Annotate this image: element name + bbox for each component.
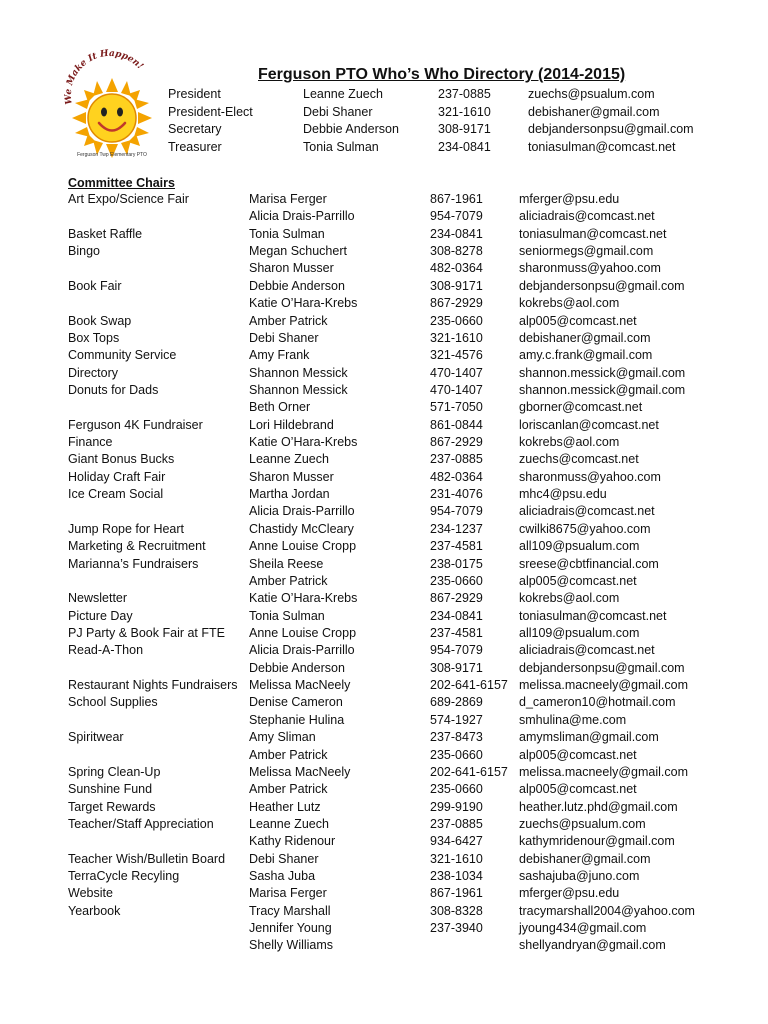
table-row bbox=[68, 921, 728, 938]
chair-phone: 299-9190 bbox=[430, 799, 483, 814]
chair-email: d_cameron10@hotmail.com bbox=[519, 695, 676, 710]
chair-phone: 321-1610 bbox=[430, 851, 483, 866]
chair-email: cwilki8675@yahoo.com bbox=[519, 521, 651, 536]
table-row bbox=[68, 435, 728, 452]
committee-name: TerraCycle Recyling bbox=[68, 869, 180, 884]
chair-phone: 202-641-6157 bbox=[430, 678, 508, 693]
chair-name: Tracy Marshall bbox=[249, 903, 331, 918]
logo-tagline: We Make It Happen! bbox=[63, 48, 145, 105]
table-row bbox=[68, 504, 728, 521]
chair-email: kokrebs@aol.com bbox=[519, 296, 620, 311]
chair-name: Marisa Ferger bbox=[249, 886, 327, 901]
chair-email: aliciadrais@comcast.net bbox=[519, 209, 655, 224]
chair-email: debishaner@gmail.com bbox=[519, 330, 651, 345]
chair-name: Sasha Juba bbox=[249, 869, 316, 884]
committee-name: Giant Bonus Bucks bbox=[68, 452, 175, 467]
chair-phone: 571-7050 bbox=[430, 400, 483, 415]
chair-phone: 954-7079 bbox=[430, 504, 483, 519]
committee-name: Ferguson 4K Fundraiser bbox=[68, 417, 203, 432]
table-row bbox=[68, 834, 728, 851]
chair-name: Sharon Musser bbox=[249, 469, 334, 484]
committee-name: Restaurant Nights Fundraisers bbox=[68, 678, 238, 693]
chair-phone: 238-1034 bbox=[430, 869, 483, 884]
chair-email: heather.lutz.phd@gmail.com bbox=[519, 799, 678, 814]
table-row bbox=[68, 661, 728, 678]
committee-chairs-list bbox=[68, 192, 728, 956]
chair-name: Alicia Drais-Parrillo bbox=[249, 643, 355, 658]
chair-phone: 321-1610 bbox=[430, 330, 483, 345]
chair-name: Sheila Reese bbox=[249, 556, 324, 571]
officer-phone: 308-9171 bbox=[438, 122, 491, 136]
chair-email: alp005@comcast.net bbox=[519, 313, 637, 328]
officer-name: Debi Shaner bbox=[303, 104, 373, 119]
table-row bbox=[68, 904, 728, 921]
chair-phone: 234-0841 bbox=[430, 226, 483, 241]
chair-phone: 867-2929 bbox=[430, 591, 483, 606]
officer-phone: 237-0885 bbox=[438, 87, 491, 101]
chair-phone: 954-7079 bbox=[430, 643, 483, 658]
chair-email: loriscanlan@comcast.net bbox=[519, 417, 659, 432]
chair-name: Amber Patrick bbox=[249, 573, 328, 588]
chair-email: sreese@cbtfinancial.com bbox=[519, 556, 659, 571]
committee-name: Marianna’s Fundraisers bbox=[68, 556, 199, 571]
chair-phone: 867-2929 bbox=[430, 296, 483, 311]
chair-email: amymsliman@gmail.com bbox=[519, 730, 659, 745]
chair-email: aliciadrais@comcast.net bbox=[519, 504, 655, 519]
chair-phone: 237-3940 bbox=[430, 921, 483, 936]
committee-name: Spring Clean-Up bbox=[68, 764, 161, 779]
table-row bbox=[68, 366, 728, 383]
chair-name: Tonia Sulman bbox=[249, 226, 325, 241]
committee-name: Art Expo/Science Fair bbox=[68, 192, 189, 206]
committee-name: Teacher/Staff Appreciation bbox=[68, 816, 214, 831]
committee-chairs-heading: Committee Chairs bbox=[68, 176, 175, 190]
officer-role: President bbox=[168, 87, 221, 101]
chair-phone: 867-2929 bbox=[430, 435, 483, 450]
chair-phone: 237-8473 bbox=[430, 730, 483, 745]
chair-name: Marisa Ferger bbox=[249, 192, 327, 206]
chair-phone: 954-7079 bbox=[430, 209, 483, 224]
committee-name: Spiritwear bbox=[68, 730, 124, 745]
officer-phone: 234-0841 bbox=[438, 139, 491, 154]
chair-name: Debi Shaner bbox=[249, 851, 319, 866]
committee-name: Jump Rope for Heart bbox=[68, 521, 185, 536]
chair-email: mferger@psu.edu bbox=[519, 192, 620, 206]
committee-name: Bingo bbox=[68, 244, 100, 259]
chair-phone: 235-0660 bbox=[430, 313, 483, 328]
chair-name: Amber Patrick bbox=[249, 782, 328, 797]
committee-name: Box Tops bbox=[68, 330, 120, 345]
chair-name: Heather Lutz bbox=[249, 799, 321, 814]
chair-phone: 238-0175 bbox=[430, 556, 483, 571]
table-row bbox=[68, 695, 728, 712]
chair-email: tracymarshall2004@yahoo.com bbox=[519, 903, 695, 918]
officer-email: debjandersonpsu@gmail.com bbox=[528, 122, 694, 136]
chair-email: debjandersonpsu@gmail.com bbox=[519, 278, 685, 293]
table-row bbox=[68, 331, 728, 348]
chair-phone: 237-4581 bbox=[430, 539, 483, 554]
chair-phone: 934-6427 bbox=[430, 834, 483, 849]
table-row bbox=[68, 314, 728, 331]
chair-email: all109@psualum.com bbox=[519, 539, 640, 554]
committee-name: Teacher Wish/Bulletin Board bbox=[68, 851, 226, 866]
chair-email: sharonmuss@yahoo.com bbox=[519, 469, 661, 484]
chair-name: Shelly Williams bbox=[249, 938, 334, 953]
chair-email: gborner@comcast.net bbox=[519, 400, 643, 415]
committee-name: PJ Party & Book Fair at FTE bbox=[68, 625, 225, 640]
table-row bbox=[68, 591, 728, 608]
committee-name: Directory bbox=[68, 365, 119, 380]
table-row bbox=[68, 730, 728, 747]
chair-email: debjandersonpsu@gmail.com bbox=[519, 660, 685, 675]
committee-name: Donuts for Dads bbox=[68, 382, 159, 397]
table-row bbox=[68, 886, 728, 903]
chair-email: debishaner@gmail.com bbox=[519, 851, 651, 866]
table-row bbox=[68, 557, 728, 574]
chair-phone: 237-4581 bbox=[430, 625, 483, 640]
chair-phone: 482-0364 bbox=[430, 469, 483, 484]
chair-email: alp005@comcast.net bbox=[519, 782, 637, 797]
table-row bbox=[68, 626, 728, 643]
page-title: Ferguson PTO Who’s Who Directory (2014-2015) bbox=[258, 66, 626, 83]
chair-phone: 308-9171 bbox=[430, 278, 483, 293]
chair-email: melissa.macneely@gmail.com bbox=[519, 678, 688, 693]
chair-email: mferger@psu.edu bbox=[519, 886, 620, 901]
table-row bbox=[68, 765, 728, 782]
table-row bbox=[68, 522, 728, 539]
chair-email: mhc4@psu.edu bbox=[519, 487, 607, 502]
table-row bbox=[68, 279, 728, 296]
chair-name: Alicia Drais-Parrillo bbox=[249, 504, 355, 519]
chair-name: Tonia Sulman bbox=[249, 608, 325, 623]
chair-name: Katie O’Hara-Krebs bbox=[249, 435, 358, 450]
table-row bbox=[68, 383, 728, 400]
chair-email: seniormegs@gmail.com bbox=[519, 244, 654, 259]
chair-email: kokrebs@aol.com bbox=[519, 435, 620, 450]
chair-phone: 234-1237 bbox=[430, 521, 483, 536]
officer-name: Tonia Sulman bbox=[303, 139, 379, 154]
chair-phone: 867-1961 bbox=[430, 886, 483, 901]
committee-name: Website bbox=[68, 886, 113, 901]
chair-phone: 234-0841 bbox=[430, 608, 483, 623]
table-row bbox=[68, 574, 728, 591]
table-row bbox=[68, 869, 728, 886]
officer-email: debishaner@gmail.com bbox=[528, 104, 660, 119]
officer-name: Leanne Zuech bbox=[303, 87, 383, 101]
chair-name: Denise Cameron bbox=[249, 695, 343, 710]
chair-phone: 202-641-6157 bbox=[430, 764, 508, 779]
chair-name: Leanne Zuech bbox=[249, 816, 329, 831]
chair-email: toniasulman@comcast.net bbox=[519, 608, 667, 623]
chair-name: Katie O’Hara-Krebs bbox=[249, 591, 358, 606]
chair-name: Leanne Zuech bbox=[249, 452, 329, 467]
committee-name: Basket Raffle bbox=[68, 226, 143, 241]
table-row bbox=[68, 487, 728, 504]
table-row bbox=[68, 800, 728, 817]
chair-email: toniasulman@comcast.net bbox=[519, 226, 667, 241]
logo-caption: Ferguson Twp Elementary PTO bbox=[77, 152, 147, 158]
table-row bbox=[68, 470, 728, 487]
committee-name: Sunshine Fund bbox=[68, 782, 153, 797]
chair-name: Amy Sliman bbox=[249, 730, 316, 745]
chair-email: smhulina@me.com bbox=[519, 712, 627, 727]
chair-email: kokrebs@aol.com bbox=[519, 591, 620, 606]
chair-email: kathymridenour@gmail.com bbox=[519, 834, 675, 849]
committee-name: Community Service bbox=[68, 348, 177, 363]
officer-role: Secretary bbox=[168, 122, 222, 136]
chair-email: jyoung434@gmail.com bbox=[519, 921, 647, 936]
chair-phone: 470-1407 bbox=[430, 382, 483, 397]
committee-name: Book Swap bbox=[68, 313, 132, 328]
chair-phone: 237-0885 bbox=[430, 816, 483, 831]
officer-name: Debbie Anderson bbox=[303, 122, 399, 136]
chair-email: sharonmuss@yahoo.com bbox=[519, 261, 661, 276]
table-row bbox=[68, 296, 728, 313]
chair-name: Alicia Drais-Parrillo bbox=[249, 209, 355, 224]
table-row bbox=[68, 817, 728, 834]
chair-email: melissa.macneely@gmail.com bbox=[519, 764, 688, 779]
chair-phone: 237-0885 bbox=[430, 452, 483, 467]
committee-name: Ice Cream Social bbox=[68, 487, 164, 502]
chair-phone: 574-1927 bbox=[430, 712, 483, 727]
table-row bbox=[68, 609, 728, 626]
table-row bbox=[68, 418, 728, 435]
chair-name: Stephanie Hulina bbox=[249, 712, 345, 727]
officer-role: President-Elect bbox=[168, 104, 253, 119]
table-row bbox=[68, 748, 728, 765]
table-row bbox=[68, 227, 728, 244]
chair-phone: 308-9171 bbox=[430, 660, 483, 675]
chair-name: Katie O’Hara-Krebs bbox=[249, 296, 358, 311]
table-row bbox=[68, 713, 728, 730]
chair-phone: 308-8328 bbox=[430, 903, 483, 918]
chair-email: alp005@comcast.net bbox=[519, 747, 637, 762]
chair-email: all109@psualum.com bbox=[519, 625, 640, 640]
officer-role: Treasurer bbox=[168, 139, 222, 154]
chair-name: Debi Shaner bbox=[249, 330, 319, 345]
table-row bbox=[68, 539, 728, 556]
committee-name: Newsletter bbox=[68, 591, 128, 606]
committee-name: Picture Day bbox=[68, 608, 133, 623]
table-row bbox=[68, 192, 728, 209]
chair-name: Chastidy McCleary bbox=[249, 521, 354, 536]
chair-name: Melissa MacNeely bbox=[249, 764, 351, 779]
chair-phone: 867-1961 bbox=[430, 192, 483, 206]
chair-name: Amy Frank bbox=[249, 348, 310, 363]
chair-name: Amber Patrick bbox=[249, 313, 328, 328]
chair-name: Anne Louise Cropp bbox=[249, 625, 357, 640]
committee-name: Read-A-Thon bbox=[68, 643, 144, 658]
officer-email: zuechs@psualum.com bbox=[528, 87, 655, 101]
chair-phone: 482-0364 bbox=[430, 261, 483, 276]
chair-email: shellyandryan@gmail.com bbox=[519, 938, 666, 953]
chair-name: Amber Patrick bbox=[249, 747, 328, 762]
table-row bbox=[68, 244, 728, 261]
chair-email: shannon.messick@gmail.com bbox=[519, 382, 686, 397]
table-row bbox=[68, 348, 728, 365]
chair-name: Kathy Ridenour bbox=[249, 834, 336, 849]
chair-name: Megan Schuchert bbox=[249, 244, 347, 259]
chair-phone: 321-4576 bbox=[430, 348, 483, 363]
table-row bbox=[68, 452, 728, 469]
committee-name: School Supplies bbox=[68, 695, 158, 710]
chair-phone: 231-4076 bbox=[430, 487, 483, 502]
chair-phone: 470-1407 bbox=[430, 365, 483, 380]
chair-email: aliciadrais@comcast.net bbox=[519, 643, 655, 658]
chair-email: zuechs@psualum.com bbox=[519, 816, 646, 831]
table-row bbox=[68, 261, 728, 278]
chair-name: Debbie Anderson bbox=[249, 660, 345, 675]
chair-phone: 235-0660 bbox=[430, 747, 483, 762]
chair-name: Lori Hildebrand bbox=[249, 417, 334, 432]
chair-phone: 308-8278 bbox=[430, 244, 483, 259]
chair-name: Beth Orner bbox=[249, 400, 311, 415]
chair-name: Shannon Messick bbox=[249, 365, 348, 380]
table-row bbox=[68, 643, 728, 660]
chair-name: Shannon Messick bbox=[249, 382, 348, 397]
chair-name: Sharon Musser bbox=[249, 261, 334, 276]
chair-phone: 235-0660 bbox=[430, 573, 483, 588]
table-row bbox=[68, 938, 728, 955]
committee-name: Target Rewards bbox=[68, 799, 156, 814]
chair-email: sashajuba@juno.com bbox=[519, 869, 640, 884]
chair-name: Melissa MacNeely bbox=[249, 678, 351, 693]
chair-email: alp005@comcast.net bbox=[519, 573, 637, 588]
chair-name: Jennifer Young bbox=[249, 921, 332, 936]
officer-email: toniasulman@comcast.net bbox=[528, 139, 676, 154]
table-row bbox=[68, 209, 728, 226]
chair-email: shannon.messick@gmail.com bbox=[519, 365, 686, 380]
committee-name: Holiday Craft Fair bbox=[68, 469, 166, 484]
chair-email: amy.c.frank@gmail.com bbox=[519, 348, 653, 363]
chair-phone: 861-0844 bbox=[430, 417, 483, 432]
committee-name: Yearbook bbox=[68, 903, 121, 918]
chair-name: Martha Jordan bbox=[249, 487, 330, 502]
committee-name: Book Fair bbox=[68, 278, 122, 293]
chair-phone: 235-0660 bbox=[430, 782, 483, 797]
chair-name: Debbie Anderson bbox=[249, 278, 345, 293]
table-row bbox=[68, 400, 728, 417]
table-row bbox=[68, 782, 728, 799]
committee-name: Finance bbox=[68, 435, 113, 450]
committee-name: Marketing & Recruitment bbox=[68, 539, 206, 554]
chair-phone: 689-2869 bbox=[430, 695, 483, 710]
table-row bbox=[68, 852, 728, 869]
chair-name: Anne Louise Cropp bbox=[249, 539, 357, 554]
table-row bbox=[68, 678, 728, 695]
chair-email: zuechs@comcast.net bbox=[519, 452, 639, 467]
officer-phone: 321-1610 bbox=[438, 104, 491, 119]
